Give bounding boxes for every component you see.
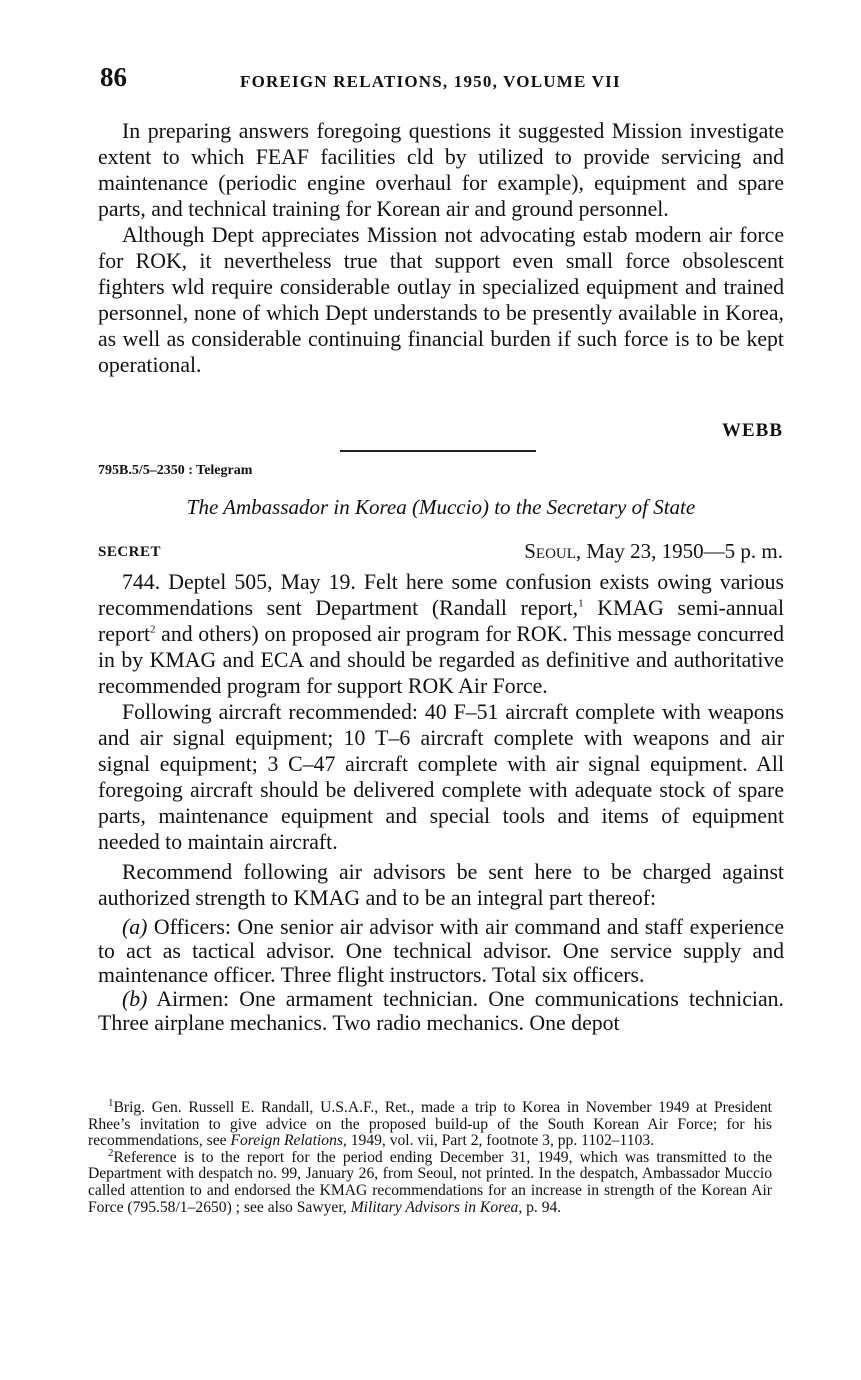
signature: WEBB [721,420,783,441]
airmen-text: Airmen: One armament technician. One communications technician. Three airplane mechanics. Two radio mechanics. One depot [98,987,784,1035]
continued-text [98,118,784,378]
footnote-2-number: 2 [108,1146,114,1159]
running-title: FOREIGN RELATIONS, 1950, VOLUME VII [240,72,621,91]
footnote-2-text-a: Reference is to the report for the period ending December 31, 1949, which was transmitted to the Department with despatch no. 99, January 26, from Seoul, not printed. In the despatch, Ambassador Muccio called attention to and endorsed the KMAG recommendations for an increase in strength of the Korean Air Force (795.58/1–2650) ; see also Sawyer, [88,1148,772,1216]
paragraph-744-text-b: KMAG semi-annual report [98,596,784,646]
document-title-text: The Ambassador in Korea (Muccio) to the Secretary of State [186,495,696,519]
document-id: 795B.5/5–2350 : Telegram [98,463,253,478]
footnote-ref-2[interactable]: 2 [150,623,156,636]
footnote-1-italic: Foreign Relations, [230,1132,347,1150]
item-label-b: (b) [122,987,148,1011]
telegram-body [98,569,784,1035]
section-divider [340,450,536,452]
paragraph-dept-appreciates: Although Dept appreciates Mission not advocating estab modern air force for ROK, it nevertheless true that support even small force obsolescent fighters wld require considerable outlay in specialized equipment and trained personnel, none of which Dept understands to be presently available in Korea, as well as considerable continuing financial burden if such force is to be kept operational. [98,223,784,377]
page-header [100,62,782,96]
footnote-1 [88,1096,772,1150]
footnote-2-italic: Military Advisors in Korea, [350,1198,523,1216]
item-label-a: (a) [122,915,148,939]
paragraph-aircraft: Following aircraft recommended: 40 F–51 aircraft complete with weapons and air signal equipment; 10 T–6 aircraft complete with weapons and air signal equipment; 3 C–47 aircraft complete with air signal equipment. All foregoing aircraft should be delivered complete with adequate stock of spare parts, maintenance equipment and special tools and items of equipment needed to maintain aircraft. [98,700,784,854]
paragraph-advisors: Recommend following air advisors be sent here to be charged against authorized strength to KMAG and to be an integral part thereof: [98,860,784,910]
footnote-2-text-b: p. 94. [522,1198,562,1216]
footnote-1-number: 1 [108,1096,114,1109]
paragraph-feaf: In preparing answers foregoing questions it suggested Mission investigate extent to which FEAF facilities cld by utilized to provide servicing and maintenance (periodic engine overhaul for example), equipment and spare parts, and technical training for Korean air and ground personnel. [98,119,784,221]
footnote-1-text-a: Brig. Gen. Russell E. Randall, U.S.A.F., Ret., made a trip to Korea in November 1949 at President Rhee’s invitation to give advice on the proposed build-up of the South Korean Air Force; for his recommendations, see [88,1099,772,1150]
footnotes [88,1096,772,1216]
officers-text: Officers: One senior air advisor with air command and staff experience to act as tactical advisor. One technical advisor. One service supply and maintenance officer. Three flight instructors. Total six officers. [98,915,784,987]
page-number: 86 [100,62,127,92]
dateline [524,539,783,564]
dateline-date: May 23, 1950—5 p. m. [586,539,783,563]
paragraph-officers [98,915,784,987]
paragraph-744-text-c: and others) on proposed air program for ROK. This message concurred in by KMAG and ECA and should be regarded as definitive and authoritative recommended program for support ROK Air Force. [98,622,784,698]
footnote-ref-1[interactable]: 1 [578,597,584,610]
paragraph-airmen [98,987,784,1035]
footnote-2 [88,1146,772,1216]
footnote-1-text-b: 1949, vol. vii, Part 2, footnote 3, pp. 1102–1103. [346,1132,655,1150]
paragraph-744-text-a: 744. Deptel 505, May 19. Felt here some confusion exists owing various recommendations sent Department (Randall report, [98,570,784,620]
classification-label: SECRET [98,544,162,560]
paragraph-744 [98,569,784,699]
document-title [98,495,784,520]
dateline-city: Seoul, [524,539,582,563]
